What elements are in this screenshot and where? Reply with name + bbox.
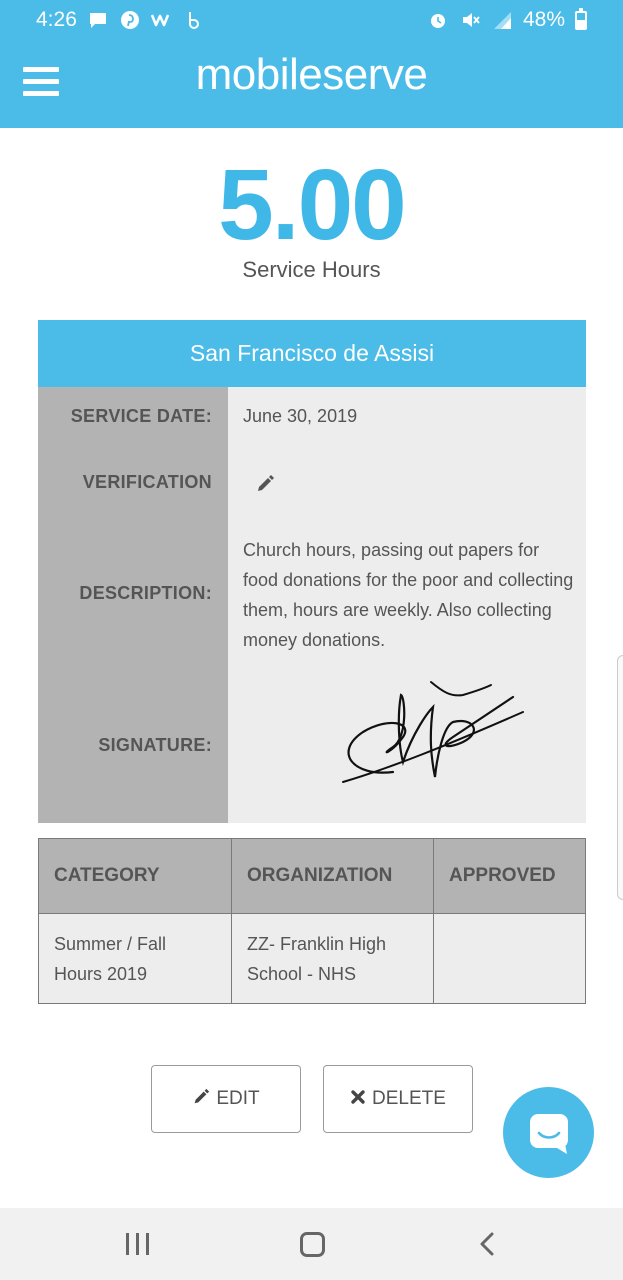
- organization-header: ORGANIZATION: [232, 839, 434, 914]
- message-icon: [87, 9, 109, 31]
- signature-label: SIGNATURE:: [98, 735, 212, 755]
- back-icon[interactable]: [476, 1230, 500, 1258]
- home-icon[interactable]: [300, 1232, 325, 1257]
- label-column: [38, 387, 228, 823]
- status-left: [36, 8, 205, 32]
- service-hours-label: Service Hours: [242, 257, 381, 282]
- table-row: [39, 914, 586, 1004]
- status-bar: [0, 0, 623, 40]
- b-app-icon: [183, 9, 205, 31]
- verification-label: VERIFICATION: [82, 472, 212, 492]
- info-table: [38, 838, 586, 1004]
- card-title: San Francisco de Assisi: [38, 320, 586, 387]
- system-nav-bar: [0, 1208, 623, 1280]
- edit-label: EDIT: [216, 1088, 260, 1109]
- status-right: [427, 8, 587, 32]
- lte-signal-icon: [491, 9, 513, 31]
- battery-icon: [575, 11, 587, 30]
- signature-image: [333, 677, 533, 792]
- chat-bubble-icon: [527, 1111, 571, 1155]
- battery-percent: 48%: [522, 8, 565, 31]
- pencil-icon: [192, 1088, 210, 1111]
- service-date-value: June 30, 2019: [243, 406, 358, 426]
- organization-cell: ZZ- Franklin High School - NHS: [232, 914, 434, 1004]
- detail-panel: [38, 387, 586, 823]
- approved-header: APPROVED: [434, 839, 586, 914]
- edge-panel-handle[interactable]: [617, 655, 623, 900]
- category-header: CATEGORY: [39, 839, 232, 914]
- app-title: mobileserve: [195, 50, 428, 99]
- chat-launcher-button[interactable]: [503, 1087, 594, 1178]
- x-icon: [350, 1089, 366, 1110]
- service-hours-value: 5.00: [218, 149, 405, 261]
- pencil-icon[interactable]: [255, 474, 275, 494]
- table-header-row: [39, 839, 586, 914]
- delete-button[interactable]: [323, 1065, 473, 1133]
- mute-icon: [459, 9, 481, 31]
- edit-button[interactable]: [151, 1065, 301, 1133]
- approved-cell: [434, 914, 586, 1004]
- wish-icon: [151, 9, 173, 31]
- delete-label: DELETE: [372, 1088, 446, 1109]
- app-bar: [0, 40, 623, 128]
- alarm-icon: [427, 9, 449, 31]
- description-label: DESCRIPTION:: [79, 583, 212, 603]
- pinterest-icon: [119, 9, 141, 31]
- recent-apps-icon[interactable]: [126, 1233, 152, 1255]
- category-cell: Summer / Fall Hours 2019: [39, 914, 232, 1004]
- status-time: 4:26: [36, 8, 77, 31]
- description-value: Church hours, passing out papers for food donations for the poor and collecting them, hours are weekly. Also collecting money donations.: [243, 540, 574, 650]
- service-date-label: SERVICE DATE:: [70, 406, 212, 426]
